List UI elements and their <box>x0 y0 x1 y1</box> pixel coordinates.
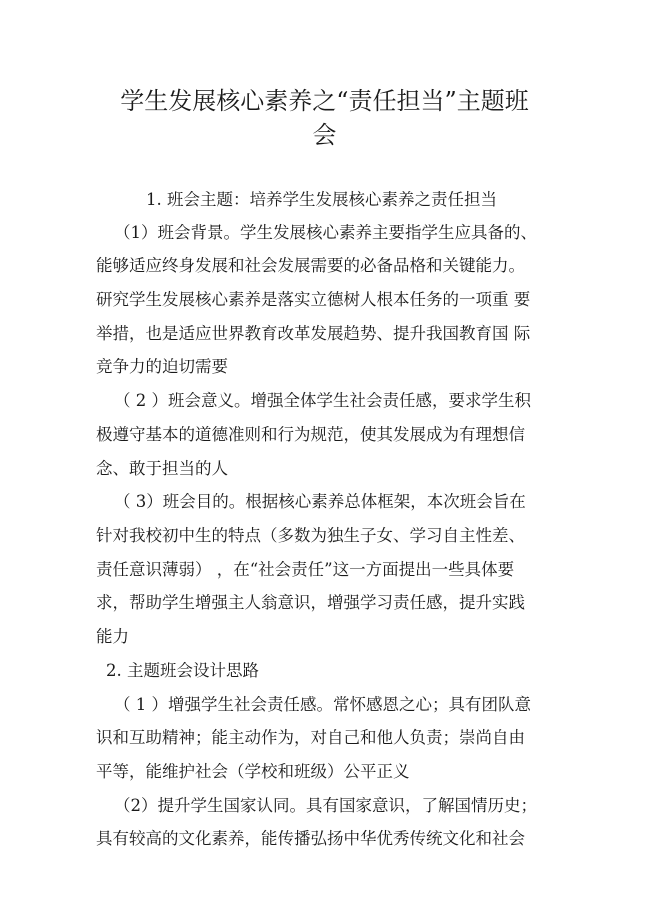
paragraph-line: 具有较高的文化素养，能传播弘扬中华优秀传统文化和社会 <box>96 829 525 848</box>
paragraph-line: （1）班会背景。学生发展核心素养主要指学生应具备的、 <box>114 223 537 242</box>
section-2-heading: 2. 主题班会设计思路 <box>106 661 259 680</box>
paragraph-line: 平等，能维护社会（学校和班级）公平正义 <box>96 762 410 781</box>
paragraph-line: （ 1 ）增强学生社会责任感。常怀感恩之心；具有团队意 <box>114 695 531 714</box>
paragraph-line: 极遵守基本的道德准则和行为规范，使其发展成为有理想信 <box>96 425 525 444</box>
paragraph-line: （ 3）班会目的。根据核心素养总体框架，本次班会旨在 <box>114 492 526 511</box>
paragraph-line: 念、敢于担当的人 <box>96 459 228 478</box>
paragraph-line: 研究学生发展核心素养是落实立德树人根本任务的一项重 要 <box>96 290 531 309</box>
section-1-heading: 1. 班会主题：培养学生发展核心素养之责任担当 <box>146 190 497 209</box>
document-title-line-1: 学生发展核心素养之“责任担当”主题班 <box>120 87 529 115</box>
paragraph-line: （ 2 ）班会意义。增强全体学生社会责任感，要求学生积 <box>114 391 531 410</box>
paragraph-line: 求，帮助学生增强主人翁意识，增强学习责任感，提升实践 <box>96 593 525 612</box>
paragraph-line: 能够适应终身发展和社会发展需要的必备品格和关键能力。 <box>96 256 525 275</box>
paragraph-line: 能力 <box>96 627 129 646</box>
paragraph-line: 举措，也是适应世界教育改革发展趋势、提升我国教育国 际 <box>96 324 531 343</box>
paragraph-line: 识和互助精神；能主动作为，对自己和他人负责；崇尚自由 <box>96 728 525 747</box>
paragraph-line: 竞争力的迫切需要 <box>96 357 228 376</box>
paragraph-line: 针对我校初中生的特点（多数为独生子女、学习自主性差、 <box>96 526 525 545</box>
paragraph-line: （2）提升学生国家认同。具有国家意识，了解国情历史； <box>114 796 537 815</box>
document-title-line-2: 会 <box>312 121 337 149</box>
paragraph-line: 责任意识薄弱） ，在“社会责任”这一方面提出一些具体要 <box>96 560 515 579</box>
